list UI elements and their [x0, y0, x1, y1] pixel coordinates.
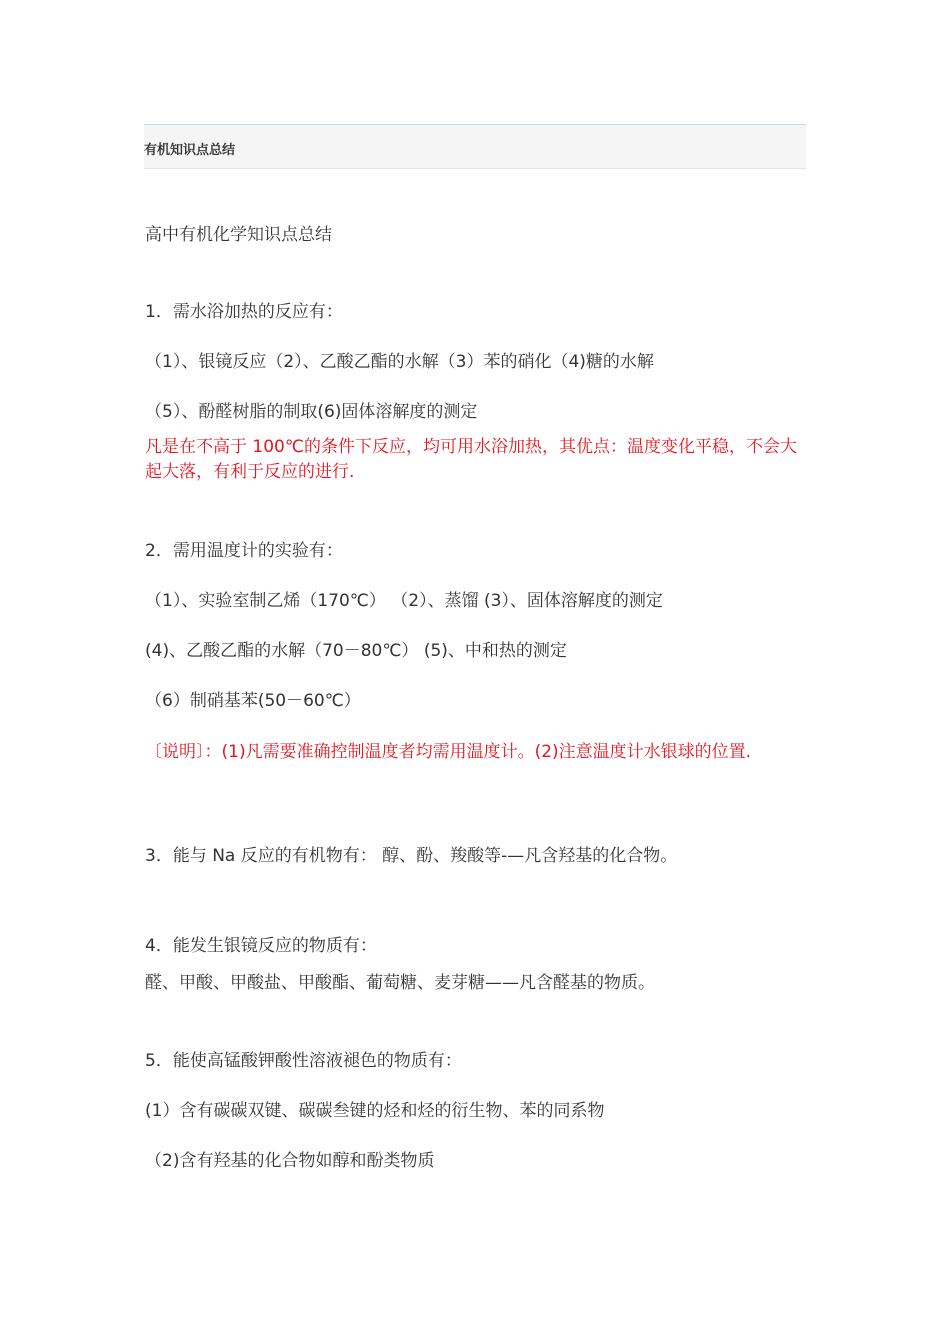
section-5-heading: 5．能使高锰酸钾酸性溶液褪色的物质有：: [145, 1051, 462, 1071]
section-1-line-2: （5）、酚醛树脂的制取(6)固体溶解度的测定: [145, 402, 478, 422]
section-2-line-3: （6）制硝基苯(50－60℃）: [145, 691, 361, 711]
article-header-title: 有机知识点总结: [144, 143, 236, 158]
section-2-note: 〔说明〕：(1)凡需要准确控制温度者均需用温度计。(2)注意温度计水银球的位置.: [145, 742, 752, 762]
section-2-line-2: (4)、乙酸乙酯的水解（70－80℃） (5)、中和热的测定: [145, 641, 567, 661]
section-1-line-1: （1）、银镜反应（2）、乙酸乙酯的水解（3）苯的硝化（4)糖的水解: [145, 352, 654, 372]
document-title: 高中有机化学知识点总结: [145, 225, 332, 245]
section-1-note: 凡是在不高于 100℃的条件下反应，均可用水浴加热，其优点：温度变化平稳，不会大起大落，有利于反应的进行.: [145, 437, 797, 482]
section-2-heading: 2．需用温度计的实验有：: [145, 541, 343, 561]
section-2-line-1: （1）、实验室制乙烯（170℃） （2）、蒸馏 (3）、固体溶解度的测定: [145, 591, 663, 611]
article-header-bar: [144, 124, 806, 169]
section-5-line-1: (1）含有碳碳双键、碳碳叁键的烃和烃的衍生物、苯的同系物: [145, 1101, 605, 1121]
section-3-heading: 3．能与 Na 反应的有机物有： 醇、酚、羧酸等-—凡含羟基的化合物。: [145, 846, 678, 866]
section-5-line-2: （2)含有羟基的化合物如醇和酚类物质: [145, 1151, 435, 1171]
section-4-heading: 4．能发生银镜反应的物质有：: [145, 936, 377, 956]
section-4-line-1: 醛、甲酸、甲酸盐、甲酸酯、葡萄糖、麦芽糖——凡含醛基的物质。: [145, 973, 655, 993]
section-1-heading: 1．需水浴加热的反应有：: [145, 302, 343, 322]
